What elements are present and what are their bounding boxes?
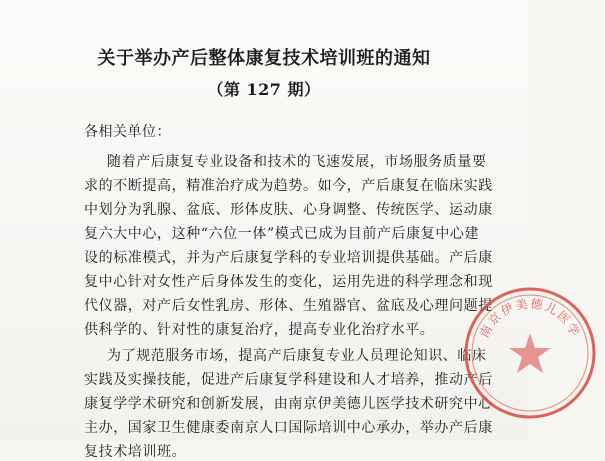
paragraph-line: 复技术培训班。 [84, 444, 187, 460]
paragraph-line: 主办，国家卫生健康委南京人口国际培训中心承办，举办产后康 [84, 420, 493, 436]
paragraph-line: 为了规范服务市场，提高产后康复专业人员理论知识、临床 [107, 348, 487, 364]
paragraph-line: 代仪器，对产后女性乳房、形体、生殖器官、盆底及心理问题提 [84, 298, 493, 314]
document-title: 关于举办产后整体康复技术培训班的通知 [97, 48, 431, 69]
paragraph-line: 设的标准模式，并为产后康复学科的专业培训提供基础。产后康 [84, 250, 493, 266]
paragraph-line: 供科学的、针对性的康复治疗，提高专业化治疗水平。 [84, 322, 435, 338]
official-seal-icon [455, 278, 605, 428]
paragraph-line: 中划分为乳腺、盆底、形体皮肤、心身调整、传统医学、运动康 [84, 202, 493, 218]
paragraph-line: 求的不断提高，精准治疗成为趋势。如今，产后康复在临床实践 [84, 178, 493, 194]
paragraph-line: 实践及实操技能，促进产后康复学科建设和人才培养，推动产后 [84, 372, 493, 388]
salutation: 各相关单位： [84, 124, 171, 140]
issue-number: （第 127 期） [207, 80, 321, 99]
paragraph-line: 复中心针对女性产后身体发生的变化，运用先进的科学理念和现 [84, 274, 493, 290]
paragraph-line: 复六大中心，这种“六位一体”模式已成为目前产后康复中心建 [84, 226, 480, 242]
svg-text:南京伊美德儿医学: 南京伊美德儿医学 [477, 296, 583, 340]
paragraph-line: 随着产后康复专业设备和技术的飞速发展，市场服务质量要 [107, 154, 487, 170]
paragraph-line: 康复学学术研究和创新发展，由南京伊美德儿医学技术研究中心 [84, 396, 493, 412]
